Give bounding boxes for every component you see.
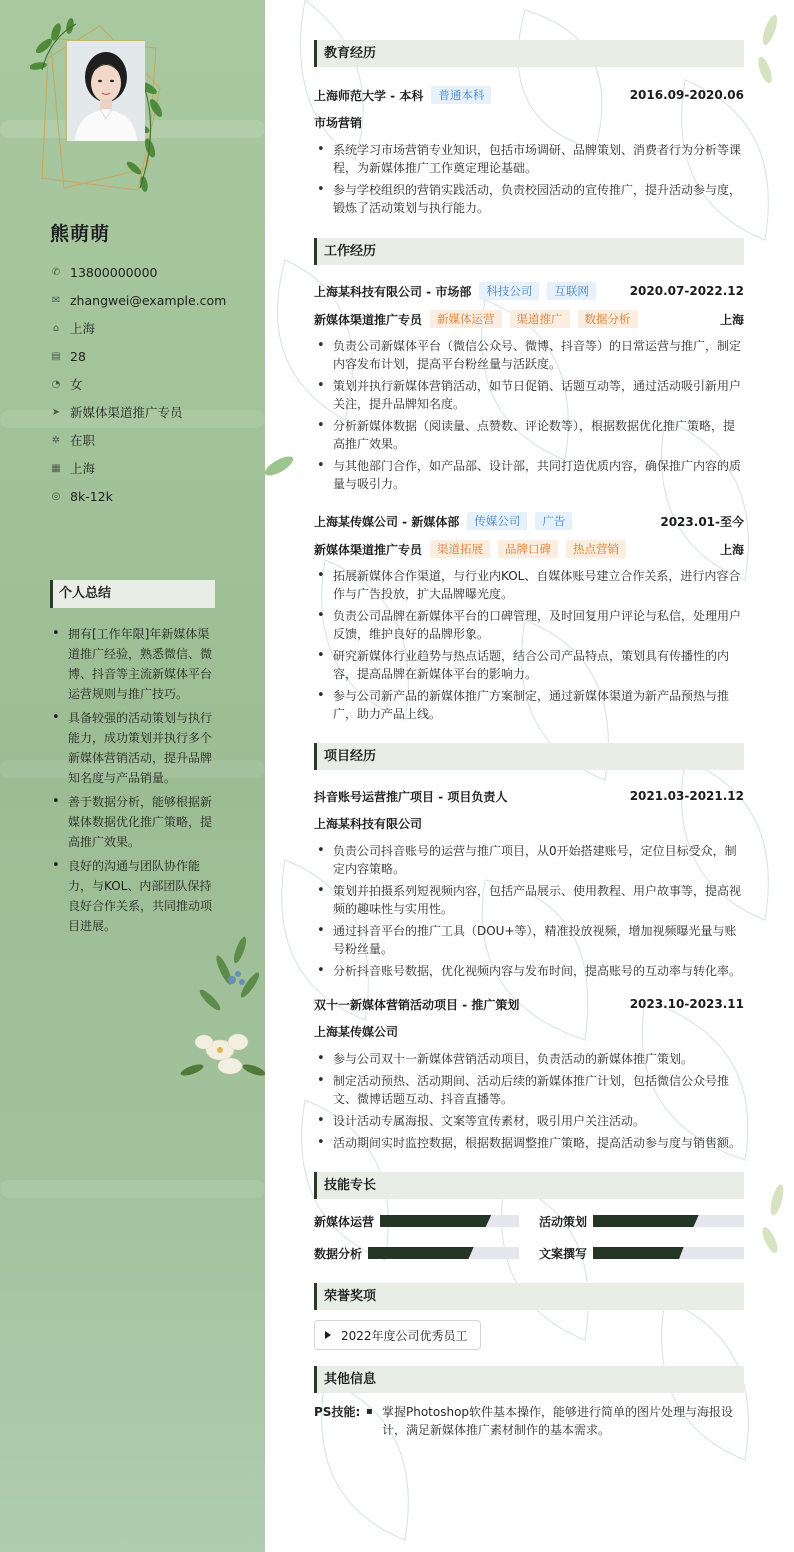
list-item: • 研究新媒体行业趋势与热点话题，结合公司产品特点，策划具有传播性的内容，提高品牌在新媒体平台的影响力。 <box>314 647 744 683</box>
project-name: 双十一新媒体营销活动项目 - 推广策划 <box>314 997 520 1012</box>
info-row-location <box>50 314 226 342</box>
info-text: zhangwei@example.com <box>70 292 227 308</box>
skill-bar-fill <box>593 1247 684 1259</box>
list-item: • 参与公司新产品的新媒体推广方案制定，通过新媒体渠道为新产品预热与推广，助力产品上线。 <box>314 687 744 723</box>
skills-grid <box>314 1205 744 1269</box>
education-bullets <box>314 141 744 217</box>
project-name: 抖音账号运营推广项目 - 项目负责人 <box>314 789 508 804</box>
info-text: 女 <box>70 377 83 392</box>
education-title: 教育经历 <box>314 40 744 67</box>
skill-item <box>539 1237 744 1269</box>
skill-name: 活动策划 <box>539 1214 588 1229</box>
skill-bar-fill <box>380 1215 491 1227</box>
summary-title: 个人总结 <box>50 580 215 608</box>
project-date: 2021.03-2021.12 <box>629 789 744 803</box>
summary-list <box>50 624 215 940</box>
list-item: • 善于数据分析，能够根据新媒体数据优化推广策略，提高推广效果。 <box>50 792 215 852</box>
job-date: 2023.01-至今 <box>660 514 744 529</box>
project-header <box>314 782 744 810</box>
list-item: • 制定活动预热、活动期间、活动后续的新媒体推广计划，包括微信公众号推文、微博话题互动、抖音直播等。 <box>314 1072 744 1108</box>
project-header <box>314 990 744 1018</box>
list-item: • 良好的沟通与团队协作能力，与KOL、内部团队保持良好合作关系，共同推动项目进展。 <box>50 856 215 936</box>
awards-title: 荣誉奖项 <box>314 1283 744 1310</box>
skill-name: 数据分析 <box>314 1246 363 1261</box>
education-date: 2016.09-2020.06 <box>629 88 744 102</box>
info-text: 上海 <box>70 461 96 476</box>
skill-bar <box>368 1247 519 1259</box>
job-bullets <box>314 337 744 493</box>
list-item: • 参与公司双十一新媒体营销活动项目，负责活动的新媒体推广策划。 <box>314 1050 744 1068</box>
project-org: 上海某科技有限公司 <box>314 817 423 831</box>
skill-name: 文案撰写 <box>539 1246 588 1261</box>
skill-bar-fill <box>593 1215 699 1227</box>
flower-decoration-icon <box>180 930 265 1090</box>
info-row-status <box>50 426 226 454</box>
info-row-city <box>50 454 226 482</box>
info-text: 28 <box>70 348 86 364</box>
info-row-gender <box>50 370 226 398</box>
info-row-email <box>50 286 226 314</box>
mail-icon: ✉ <box>51 294 61 306</box>
list-item: • 分析抖音账号数据，优化视频内容与发布时间，提高账号的互动率与转化率。 <box>314 962 744 980</box>
info-text: 8k-12k <box>70 488 113 504</box>
info-text: 上海 <box>70 321 96 336</box>
list-item: • 活动期间实时监控数据，根据数据调整推广策略，提高活动参与度与销售额。 <box>314 1134 744 1152</box>
company-tag: 互联网 <box>547 282 596 300</box>
profile-photo <box>66 40 144 140</box>
info-text: 13800000000 <box>70 264 158 280</box>
company-name: 上海某科技有限公司 - 市场部 <box>314 284 472 299</box>
skill-bar <box>380 1215 519 1227</box>
resume-content <box>314 40 744 1439</box>
job-city: 上海 <box>719 542 744 557</box>
job-bullets <box>314 567 744 723</box>
skills-title: 技能专长 <box>314 1172 744 1199</box>
other-info <box>314 1403 744 1439</box>
info-text: 在职 <box>70 433 96 448</box>
skill-tag: 数据分析 <box>578 310 638 328</box>
list-item: • 与其他部门合作，如产品部、设计部，共同打造优质内容，确保推广内容的质量与吸引力。 <box>314 457 744 493</box>
contact-info-list <box>50 258 226 510</box>
skill-bar <box>593 1247 744 1259</box>
avatar <box>30 18 170 198</box>
award-item[interactable] <box>314 1320 481 1350</box>
building-icon: ▦ <box>51 462 61 474</box>
info-row-age <box>50 342 226 370</box>
skill-item <box>314 1237 519 1269</box>
age-icon: ▤ <box>51 350 61 362</box>
sidebar <box>0 0 265 1552</box>
skill-item <box>539 1205 744 1237</box>
education-header <box>314 81 744 109</box>
project-date: 2023.10-2023.11 <box>629 997 744 1011</box>
job-role-row <box>314 305 744 333</box>
job-header <box>314 277 744 305</box>
list-item: • 通过抖音平台的推广工具（DOU+等），精准投放视频，增加视频曝光量与账号粉丝量。 <box>314 922 744 958</box>
skill-tag: 渠道拓展 <box>430 540 490 558</box>
list-item: • 拥有[工作年限]年新媒体渠道推广经验，熟悉微信、微博、抖音等主流新媒体平台运营规则与推广技巧。 <box>50 624 215 704</box>
list-item: • 负责公司新媒体平台（微信公众号、微博、抖音等）的日常运营与推广，制定内容发布计划，提高平台粉丝量与活跃度。 <box>314 337 744 373</box>
salary-icon: ◎ <box>51 490 61 502</box>
list-item: • 负责公司抖音账号的运营与推广项目，从0开始搭建账号，定位目标受众，制定内容策略。 <box>314 842 744 878</box>
major: 市场营销 <box>314 116 363 130</box>
project-org: 上海某传媒公司 <box>314 1025 399 1039</box>
education-tag: 普通本科 <box>431 86 491 104</box>
school-name: 上海师范大学 - 本科 <box>314 88 424 103</box>
info-row-position <box>50 398 226 426</box>
skill-tag: 新媒体运营 <box>430 310 502 328</box>
job-role-row <box>314 535 744 563</box>
skill-item <box>314 1205 519 1237</box>
play-triangle-icon <box>325 1331 331 1339</box>
gender-icon: ◔ <box>51 378 61 390</box>
list-item: • 具备较强的活动策划与执行能力，成功策划并执行多个新媒体营销活动，提升品牌知名度与产品销量。 <box>50 708 215 788</box>
skill-tag: 品牌口碑 <box>498 540 558 558</box>
list-item: • 设计活动专属海报、文案等宣传素材，吸引用户关注活动。 <box>314 1112 744 1130</box>
award-text: 2022年度公司优秀员工 <box>341 1328 468 1343</box>
job-city: 上海 <box>719 312 744 327</box>
list-item: ▪ 掌握Photoshop软件基本操作，能够进行简单的图片处理与海报设计，满足新媒体推广素材制作的基本需求。 <box>364 1403 744 1439</box>
candidate-name: 熊萌萌 <box>50 223 111 245</box>
skill-bar <box>593 1215 744 1227</box>
list-item: • 策划并拍摄系列短视频内容，包括产品展示、使用教程、用户故事等，提高视频的趣味性与实用性。 <box>314 882 744 918</box>
other-label: PS技能: <box>314 1405 361 1419</box>
texture-streak <box>0 1180 265 1198</box>
list-item: • 负责公司品牌在新媒体平台的口碑管理，及时回复用户评论与私信，处理用户反馈，维护良好的品牌形象。 <box>314 607 744 643</box>
info-text: 新媒体渠道推广专员 <box>70 405 183 420</box>
company-name: 上海某传媒公司 - 新媒体部 <box>314 514 460 529</box>
project-bullets <box>314 1050 744 1152</box>
list-item: • 系统学习市场营销专业知识，包括市场调研、品牌策划、消费者行为分析等课程，为新媒体推广工作奠定理论基础。 <box>314 141 744 177</box>
skill-tag: 热点营销 <box>566 540 626 558</box>
company-tag: 广告 <box>535 512 572 530</box>
other-list <box>364 1403 744 1439</box>
status-icon: ✲ <box>51 434 61 446</box>
company-tag: 科技公司 <box>479 282 539 300</box>
company-tag: 传媒公司 <box>467 512 527 530</box>
skill-tag: 渠道推广 <box>510 310 570 328</box>
main-content <box>265 0 794 1552</box>
list-item: • 参与学校组织的营销实践活动，负责校园活动的宣传推广，提升活动参与度，锻炼了活动策划与执行能力。 <box>314 181 744 217</box>
list-item: • 拓展新媒体合作渠道，与行业内KOL、自媒体账号建立合作关系，进行内容合作与广告投放，扩大品牌曝光度。 <box>314 567 744 603</box>
list-item: • 分析新媒体数据（阅读量、点赞数、评论数等），根据数据优化推广策略，提高推广效果。 <box>314 417 744 453</box>
skill-bar-fill <box>368 1247 474 1259</box>
job-header <box>314 507 744 535</box>
project-bullets <box>314 842 744 980</box>
list-item: • 策划并执行新媒体营销活动，如节日促销、话题互动等，通过活动吸引新用户关注，提升品牌知名度。 <box>314 377 744 413</box>
info-row-salary <box>50 482 226 510</box>
send-icon: ➤ <box>51 406 61 418</box>
job-role: 新媒体渠道推广专员 <box>314 312 423 327</box>
work-title: 工作经历 <box>314 238 744 265</box>
home-icon: ⌂ <box>52 322 60 334</box>
info-row-phone <box>50 258 226 286</box>
job-date: 2020.07-2022.12 <box>629 284 744 298</box>
phone-icon: ✆ <box>51 266 61 278</box>
projects-title: 项目经历 <box>314 743 744 770</box>
job-role: 新媒体渠道推广专员 <box>314 542 423 557</box>
other-title: 其他信息 <box>314 1366 744 1393</box>
skill-name: 新媒体运营 <box>314 1214 375 1229</box>
